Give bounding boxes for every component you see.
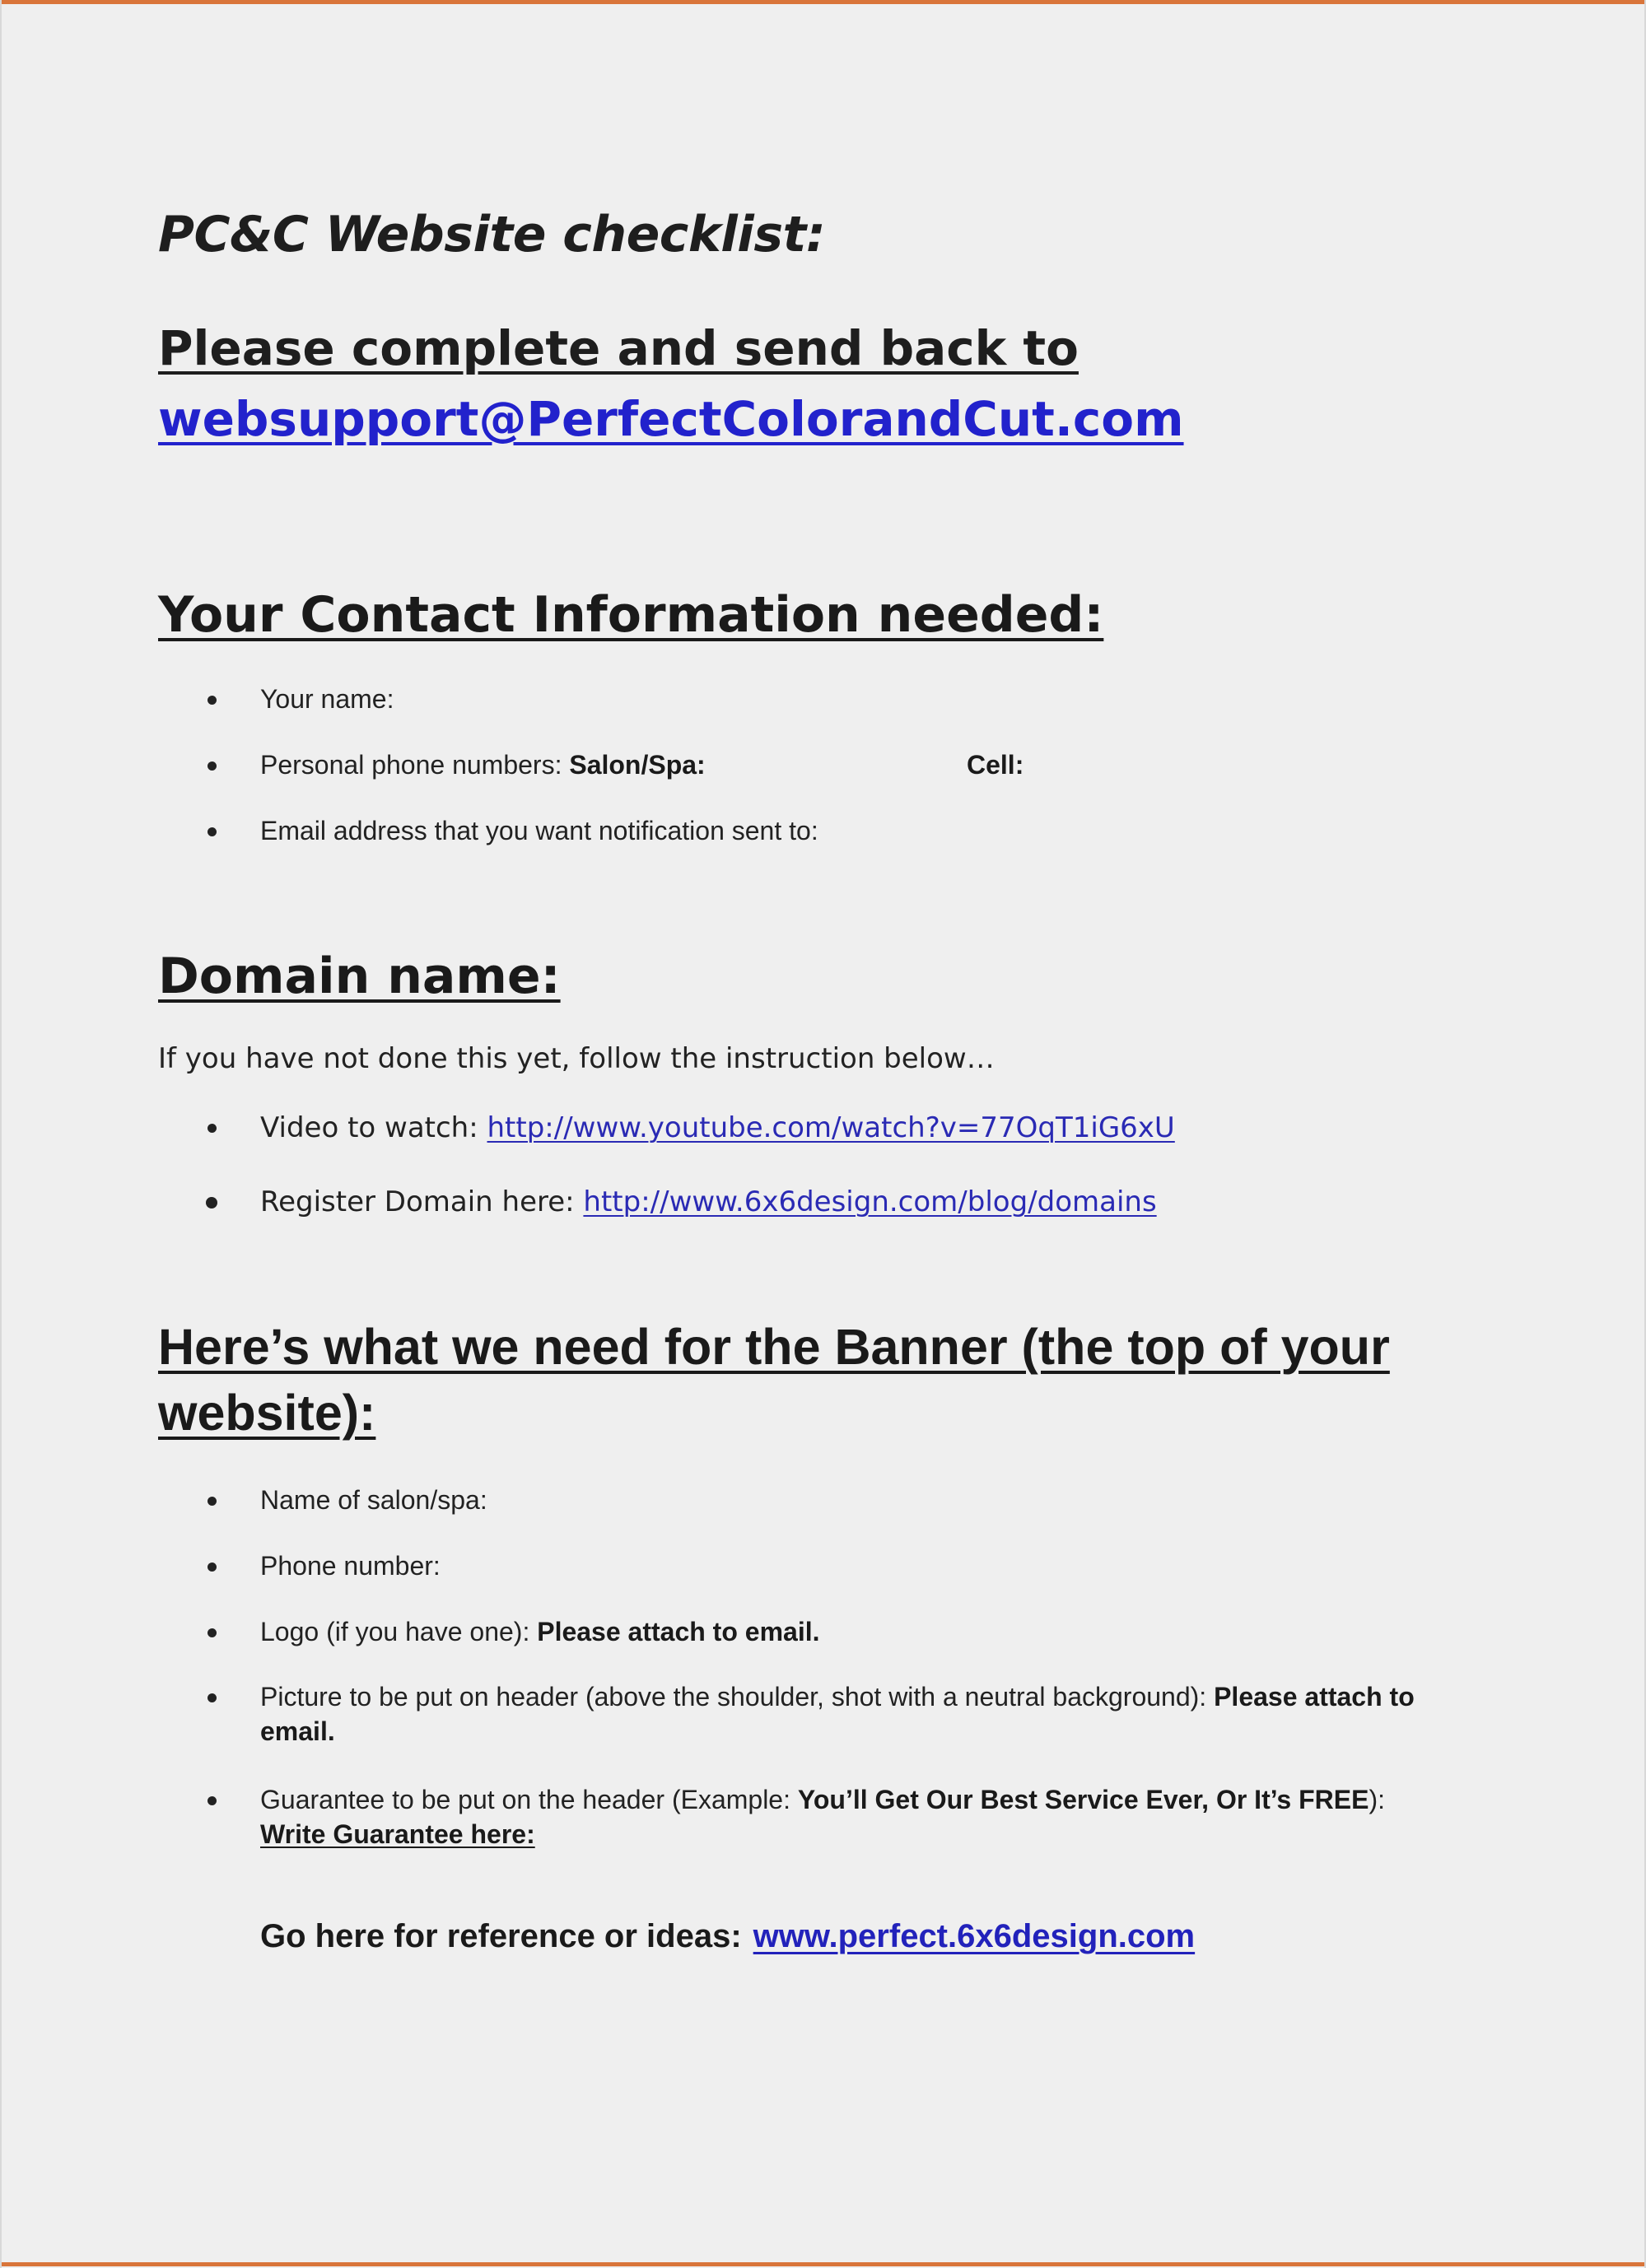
- bullet-icon: [207, 1693, 217, 1702]
- top-border-rule: [2, 0, 1644, 4]
- contact-heading: Your Contact Information needed:: [158, 586, 1104, 644]
- document-page: PC&C Website checklist: Please complete and send back to websupport@PerfectColorandCut.com Your Contact Information needed: Your name: Personal phone numbers: Salon/Spa: Cell: Email address that you want notification sent to: Domain name: If you have not done this yet, follow the instruction below… Video to watch: http://www.youtube.com/watch?v=77OqT1iG6xU Register Domain here: http://www.6x6design.com/blog/domains Here’s what we need for the Banner (the top of your website): Name of salon/spa: Phone number: Logo (if you have one): Please attach to email. Picture to be put on header (above the shoulder, shot with a neutral background): Please attach to email. Guarantee to be put on the header (Example: You’ll Get Our Best Service Ever, Or It’s FREE): Write Guarantee here: Go here for reference or ideas: www.perfect.6x6design.com: [0, 0, 1646, 2268]
- reference-site-link[interactable]: www.perfect.6x6design.com: [753, 1918, 1196, 1954]
- youtube-video-link[interactable]: http://www.youtube.com/watch?v=77OqT1iG6xU: [487, 1111, 1175, 1144]
- reference-line: [260, 1918, 1195, 1955]
- banner-heading: Here’s what we need for the Banner (the top of your website):: [158, 1319, 1390, 1441]
- reference-label: Go here for reference or ideas:: [260, 1918, 742, 1954]
- bullet-icon: [206, 1197, 217, 1209]
- bullet-icon: [207, 1562, 217, 1572]
- domain-heading: Domain name:: [158, 948, 561, 1005]
- bottom-border-rule: [2, 2262, 1644, 2266]
- bullet-icon: [207, 1796, 217, 1805]
- bullet-icon: [207, 1124, 217, 1133]
- send-back-instruction: [158, 313, 1184, 454]
- write-guarantee-label: Write Guarantee here:: [260, 1819, 535, 1849]
- support-email-link[interactable]: websupport@PerfectColorandCut.com: [158, 391, 1184, 447]
- bullet-icon: [207, 827, 217, 836]
- register-domain-link[interactable]: http://www.6x6design.com/blog/domains: [583, 1185, 1157, 1218]
- bullet-icon: [207, 1497, 217, 1506]
- bullet-icon: [207, 696, 217, 705]
- salon-spa-label: Salon/Spa:: [569, 750, 706, 780]
- cell-label: Cell:: [967, 750, 1024, 780]
- bullet-icon: [207, 1628, 217, 1637]
- bullet-icon: [207, 761, 217, 771]
- document-title: PC&C Website checklist:: [158, 206, 826, 263]
- domain-intro: If you have not done this yet, follow the instruction below…: [158, 1042, 995, 1075]
- instruction-line: Please complete and send back to: [158, 320, 1079, 376]
